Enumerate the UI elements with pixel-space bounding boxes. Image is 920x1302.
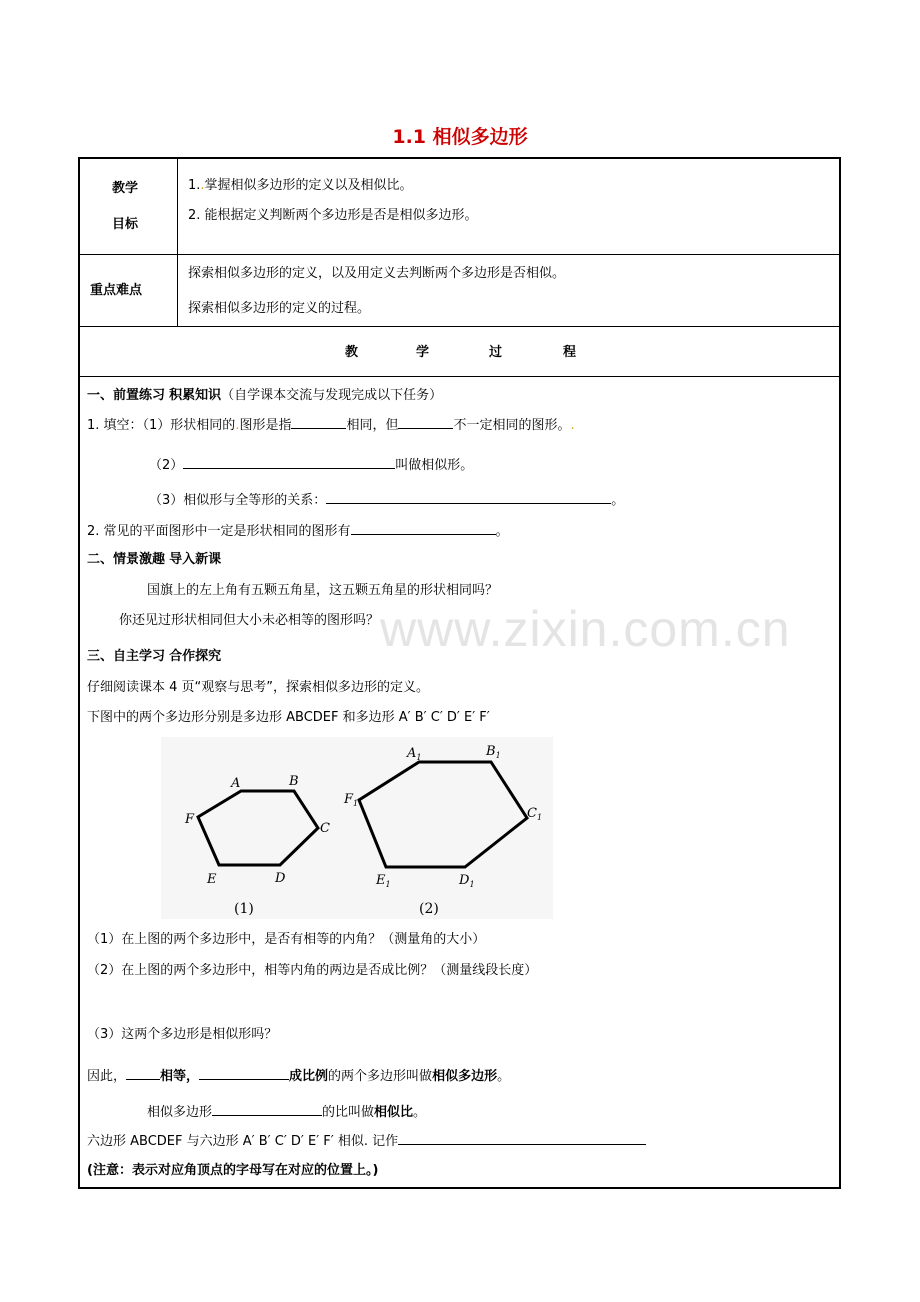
vertex-letter: A — [407, 746, 417, 761]
definition-part: 的两个多边形叫做 — [328, 1069, 433, 1084]
vertex-subscript: 1 — [416, 753, 422, 762]
figure-question-2: （2）在上图的两个多边形中，相等内角的两边是否成比例？（测量线段长度） — [87, 963, 538, 978]
question-1-part: 1. 填空：（1）形状相同的 — [87, 418, 236, 433]
question-1-3-prefix: （3）相似形与全等形的关系： — [149, 493, 327, 508]
section2-heading — [87, 551, 221, 569]
vertex-letter: F — [344, 792, 354, 807]
vertex-subscript: 1 — [353, 799, 359, 808]
figure-question-3: （3）这两个多边形是相似形吗？ — [87, 1027, 278, 1042]
lesson-table — [78, 157, 841, 1189]
question-2 — [87, 521, 509, 541]
hexagon-diagram — [161, 737, 553, 919]
question-1-2-prefix: （2） — [149, 458, 184, 473]
question-1-part: 不一定相同的图形。 — [453, 418, 571, 433]
row-divider — [80, 254, 839, 255]
vertex-subscript: 1 — [469, 880, 475, 889]
answer-blank[interactable] — [398, 415, 453, 429]
answer-blank[interactable] — [183, 455, 395, 469]
question-1-part: 图形是指 — [239, 418, 292, 433]
section1-heading-subtitle: 积累知识 — [169, 388, 222, 403]
answer-blank[interactable] — [326, 490, 611, 504]
section1-heading — [87, 387, 442, 405]
vertex-label-e: E — [207, 872, 217, 887]
process-header-char: 学 — [416, 345, 430, 360]
process-header-char: 程 — [563, 345, 577, 360]
answer-blank[interactable] — [351, 521, 496, 535]
definition-part: 因此， — [87, 1069, 127, 1084]
objectives-label-line2: 目标 — [112, 217, 139, 232]
objective-item-2: 2. 能根据定义判断两个多边形是否是相似多边形。 — [188, 208, 478, 223]
answer-blank[interactable] — [126, 1066, 160, 1080]
objectives-label-line1: 教学 — [112, 181, 139, 196]
figure-caption-2: (2) — [419, 901, 439, 917]
answer-blank[interactable] — [291, 415, 346, 429]
section3-heading — [87, 648, 221, 666]
vertex-letter: E — [376, 873, 386, 888]
question-1-3 — [149, 490, 624, 510]
polygon-figure — [161, 737, 553, 923]
vertex-label-f: F — [185, 812, 195, 827]
section2-heading-title: 二、情景激趣 — [87, 552, 166, 567]
vertex-label-b: B — [289, 774, 299, 789]
reading-instruction: 仔细阅读课本 4 页“观察与思考”，探索相似多边形的定义。 — [87, 680, 430, 695]
marker-dot: . — [200, 178, 205, 193]
vertex-letter: D — [459, 873, 470, 888]
objective-item-1-text: 掌握相似多边形的定义以及相似比。 — [204, 178, 413, 193]
question-1-2 — [149, 455, 473, 475]
marker-dot: . — [570, 418, 575, 433]
figure-intro: 下图中的两个多边形分别是多边形 ABCDEF 和多边形 A′ B′ C′ D′ E′ F′ — [87, 710, 490, 725]
question-2-prefix: 2. 常见的平面图形中一定是形状相同的图形有 — [87, 524, 351, 539]
section2-heading-subtitle: 导入新课 — [169, 552, 222, 567]
ratio-part: 相似多边形 — [147, 1105, 213, 1120]
page-title: 1.1 相似多边形 — [392, 126, 528, 148]
watermark: www.zixin.com.cn — [380, 601, 791, 657]
key-points-label: 重点难点 — [90, 283, 143, 298]
definition-part: 相等， — [160, 1069, 200, 1084]
section1-heading-note: （自学课本交流与发现完成以下任务） — [221, 388, 443, 403]
section3-heading-subtitle: 合作探究 — [169, 649, 222, 664]
process-header-char: 过 — [489, 345, 503, 360]
figure-caption-1: (1) — [234, 901, 254, 917]
row-divider — [80, 326, 839, 327]
process-header-char: 教 — [345, 345, 359, 360]
section1-heading-title: 一、前置练习 — [87, 388, 166, 403]
notation-text: 六边形 ABCDEF 与六边形 A′ B′ C′ D′ E′ F′ 相似. 记作 — [87, 1134, 399, 1149]
scenario-line-1: 国旗上的左上角有五颗五角星，这五颗五角星的形状相同吗？ — [147, 583, 499, 598]
definition-part: 。 — [497, 1069, 511, 1084]
vertex-label-a: A — [231, 776, 241, 791]
label-column-divider — [177, 159, 178, 326]
vertex-subscript: 1 — [495, 751, 501, 760]
vertex-subscript: 1 — [536, 813, 543, 822]
scenario-line-2: 你还见过形状相同但大小未必相等的图形吗？ — [119, 613, 380, 628]
key-point-2: 探索相似多边形的定义的过程。 — [188, 301, 371, 316]
vertex-letter: C — [527, 806, 537, 821]
answer-blank[interactable] — [199, 1066, 289, 1080]
figure-question-1: （1）在上图的两个多边形中，是否有相等的内角？（测量角的大小） — [87, 932, 486, 947]
answer-blank[interactable] — [398, 1131, 646, 1145]
ratio-part: 相似比 — [374, 1105, 414, 1120]
question-2-suffix: 。 — [495, 524, 509, 539]
definition-line — [87, 1066, 510, 1086]
ratio-line — [147, 1102, 426, 1122]
answer-blank[interactable] — [212, 1102, 322, 1116]
ratio-part: 。 — [413, 1105, 427, 1120]
section3-heading-title: 三、自主学习 — [87, 649, 166, 664]
key-point-1: 探索相似多边形的定义，以及用定义去判断两个多边形是否相似。 — [188, 266, 566, 281]
definition-part: 成比例 — [289, 1069, 329, 1084]
objective-item-1 — [188, 177, 413, 195]
vertex-label-d: D — [275, 871, 286, 886]
question-1-3-suffix: 。 — [611, 493, 625, 508]
row-divider — [80, 376, 839, 377]
vertex-subscript: 1 — [385, 880, 391, 889]
objective-item-1-number: 1. — [188, 178, 201, 193]
notation-line — [87, 1131, 646, 1151]
vertex-label-c: C — [320, 821, 330, 836]
ratio-part: 的比叫做 — [322, 1105, 375, 1120]
marker-dot: . — [235, 418, 240, 433]
note: (注意：表示对应角顶点的字母写在对应的位置上。) — [87, 1163, 379, 1178]
vertex-letter: B — [486, 744, 496, 759]
question-1-2-suffix: 叫做相似形。 — [395, 458, 474, 473]
question-1 — [87, 415, 575, 435]
definition-part: 相似多边形 — [432, 1069, 498, 1084]
question-1-part: 相同，但 — [346, 418, 399, 433]
